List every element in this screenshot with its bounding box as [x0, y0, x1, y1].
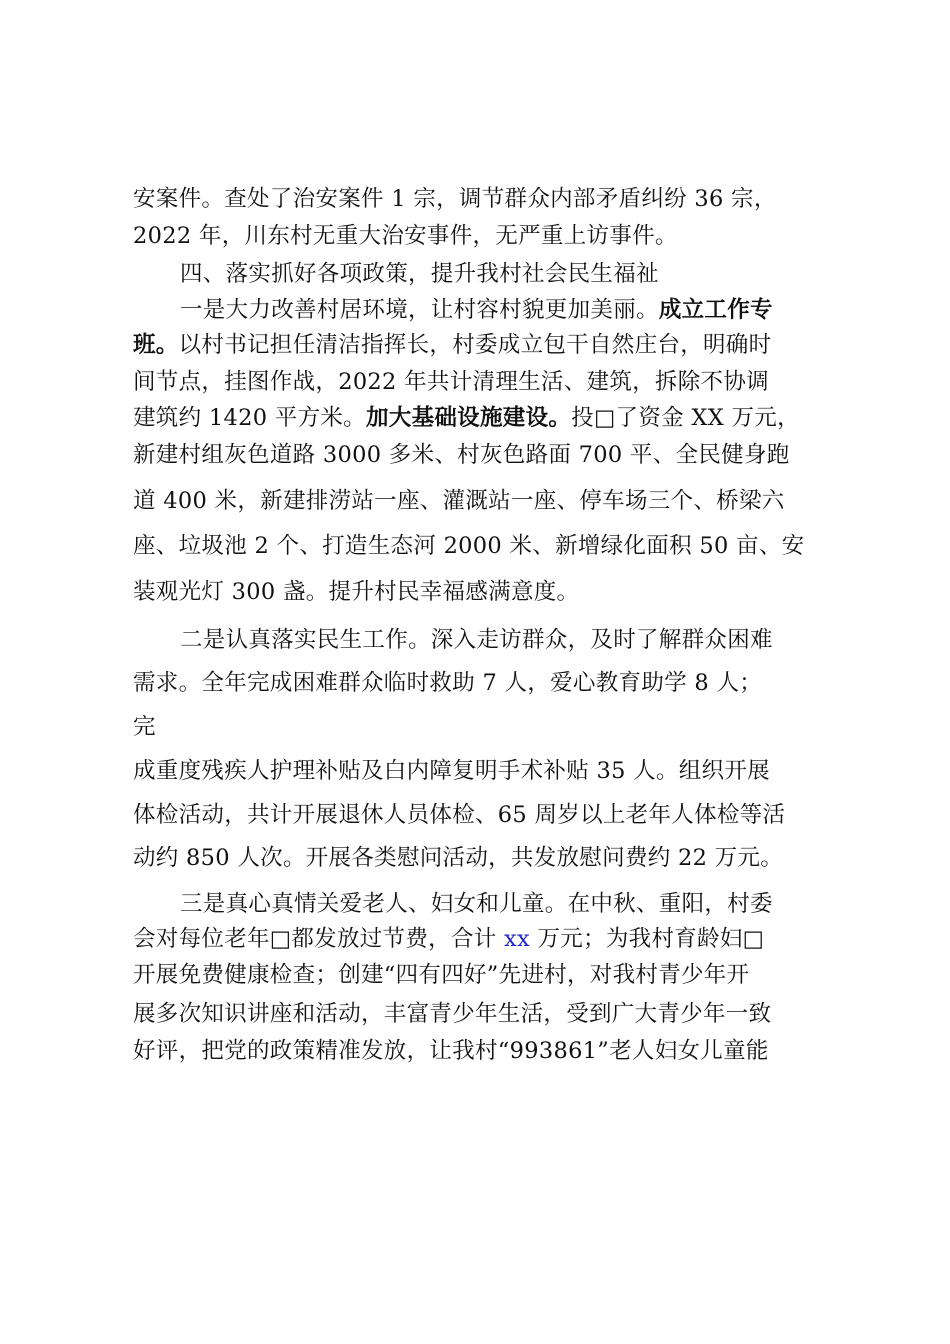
bold-run: 加大基础设施建设。: [365, 405, 572, 431]
text-line: 三是真心真情关爱老人、妇女和儿童。在中秋、重阳，村委: [180, 891, 773, 917]
text-line: [133, 405, 800, 431]
placeholder-amount: xx: [504, 926, 530, 952]
text-line: 间节点，挂图作战，2022 年共计清理生活、建筑，拆除不协调: [133, 369, 769, 395]
text-line: 体检活动，共计开展退休人员体检、65 周岁以上老年人体检等活: [133, 802, 786, 828]
text-line: 成重度残疾人护理补贴及白内障复明手术补贴 35 人。组织开展: [133, 758, 770, 784]
text-run: 万元；为我村育龄妇□: [530, 926, 765, 952]
text-run: 投□了资金 XX 万元，: [571, 405, 800, 431]
text-line: 装观光灯 300 盏。提升村民幸福感满意度。: [133, 579, 580, 605]
text-run: 会对每位老年□都发放过节费，合计: [133, 926, 505, 952]
text-line: 新建村组灰色道路 3000 多米、村灰色路面 700 平、全民健身跑: [133, 442, 790, 468]
text-run: 一是大力改善村居环境，让村容村貌更加美丽。: [180, 297, 659, 323]
text-line: 道 400 米，新建排涝站一座、灌溉站一座、停车场三个、桥梁六: [133, 488, 785, 514]
text-line: 完: [133, 714, 156, 740]
text-line: 安案件。查处了治安案件 1 宗，调节群众内部矛盾纠纷 36 宗，: [133, 186, 777, 212]
text-line: [133, 926, 764, 952]
text-line: 二是认真落实民生工作。深入走访群众，及时了解群众困难: [180, 627, 773, 653]
text-line: [133, 332, 771, 358]
text-line: 2022 年，川东村无重大治安事件，无严重上访事件。: [133, 223, 678, 249]
text-line: 开展免费健康检查；创建“四有四好”先进村，对我村青少年开: [133, 962, 750, 988]
bold-run: 班。: [133, 332, 179, 358]
section-heading: 四、落实抓好各项政策，提升我村社会民生福祉: [180, 261, 659, 287]
text-line: 座、垃圾池 2 个、打造生态河 2000 米、新增绿化面积 50 亩、安: [133, 533, 805, 559]
text-run: 建筑约 1420 平方米。: [133, 405, 366, 431]
text-line: 需求。全年完成困难群众临时救助 7 人，爱心教育助学 8 人；: [133, 670, 763, 696]
text-line: 动约 850 人次。开展各类慰问活动，共发放慰问费约 22 万元。: [133, 845, 784, 871]
text-line: 好评，把党的政策精准发放，让我村“993861”老人妇女儿童能: [133, 1038, 769, 1064]
text-run: 以村书记担任清洁指挥长，村委成立包干自然庄台，明确时: [178, 332, 772, 358]
text-line: [180, 297, 773, 323]
bold-run: 成立工作专: [658, 297, 773, 323]
text-line: 展多次知识讲座和活动，丰富青少年生活，受到广大青少年一致: [133, 1001, 772, 1027]
